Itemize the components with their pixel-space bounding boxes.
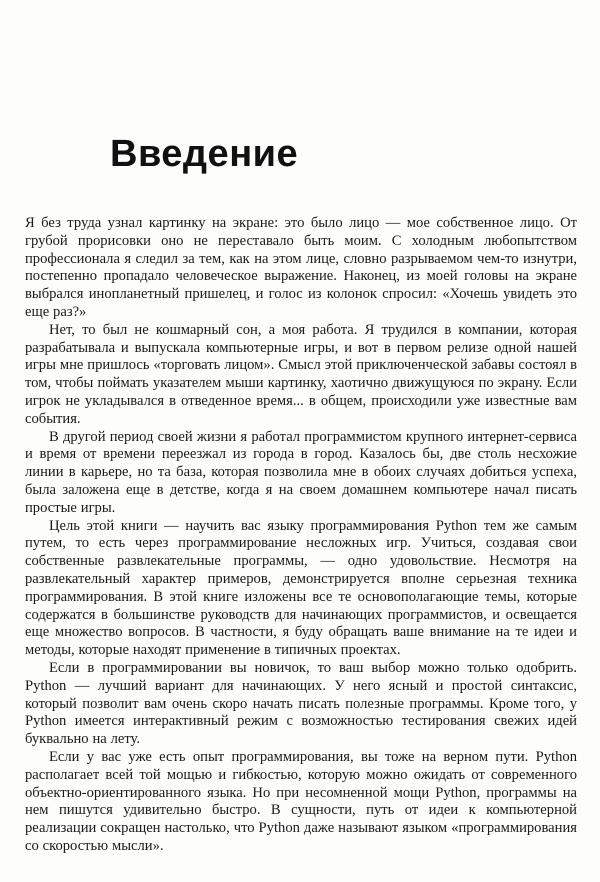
paragraph: Нет, то был не кошмарный сон, а моя работа. Я трудился в компании, которая разрабатывала и выпускала компьютерные игры, и вот в первом релизе одной нашей игры мне пришлось «торговать лицом». Смысл этой приключенческой забавы состоял в том, чтобы поймать указателем мыши картинку, хаотично движущуюся по экрану. Если игрок не укладывался в отведенное время... в общем, происходили уже известные вам события. bbox=[25, 321, 577, 427]
paragraph: Если в программировании вы новичок, то ваш выбор можно только одобрить. Python — лучший вариант для начинающих. У него ясный и простой синтаксис, который позволит вам очень скоро начать писать полезные программы. Кроме того, у Python имеется интерактивный режим с возможностью тестирования свежих идей буквально на лету. bbox=[25, 659, 577, 748]
paragraph: Если у вас уже есть опыт программирования, вы тоже на верном пути. Python располагает всей той мощью и гибкостью, которую можно ожидать от современного объектно-ориентированного языка. Но при несомненной мощи Python, программы на нем пишутся удивительно быстро. В сущности, путь от идеи к компьютерной реализации сокращен настолько, что Python даже называют языком «программирования со скоростью мысли». bbox=[25, 748, 577, 854]
chapter-body bbox=[25, 215, 577, 856]
paragraph: В другой период своей жизни я работал программистом крупного интернет-сервиса и время от времени переезжал из города в город. Казалось бы, две столь несхожие линии в карьере, но та база, которая позволила мне в обоих случаях добиться успеха, была заложена еще в детстве, когда я на своем домашнем компьютере начал писать простые игры. bbox=[25, 428, 577, 516]
paragraph: Цель этой книги — научить вас языку программирования Python тем же самым путем, то есть через программирование несложных игр. Учиться, создавая свои собственные развлекательные программы, — одно удовольствие. Несмотря на развлекательный характер примеров, демонстрируется вполне серьезная техника программирования. В этой книге изложены все те основополагающие темы, которые содержатся в большинстве руководств для начинающих программистов, и освещается еще множество вопросов. В частности, я буду обращать ваше внимание на те идеи и методы, которые находят применение в типичных проектах. bbox=[25, 517, 577, 659]
paragraph: Я без труда узнал картинку на экране: это было лицо — мое собственное лицо. От грубой прорисовки оно не переставало быть моим. С холодным любопытством профессионала я следил за тем, как на этом лице, словно разрываемом чем-то изнутри, постепенно пропадало человеческое выражение. Наконец, из моей головы на экране выбрался инопланетный пришелец, и голос из колонок спросил: «Хочешь увидеть это еще раз?» bbox=[25, 215, 577, 320]
chapter-title: Введение bbox=[110, 133, 299, 175]
